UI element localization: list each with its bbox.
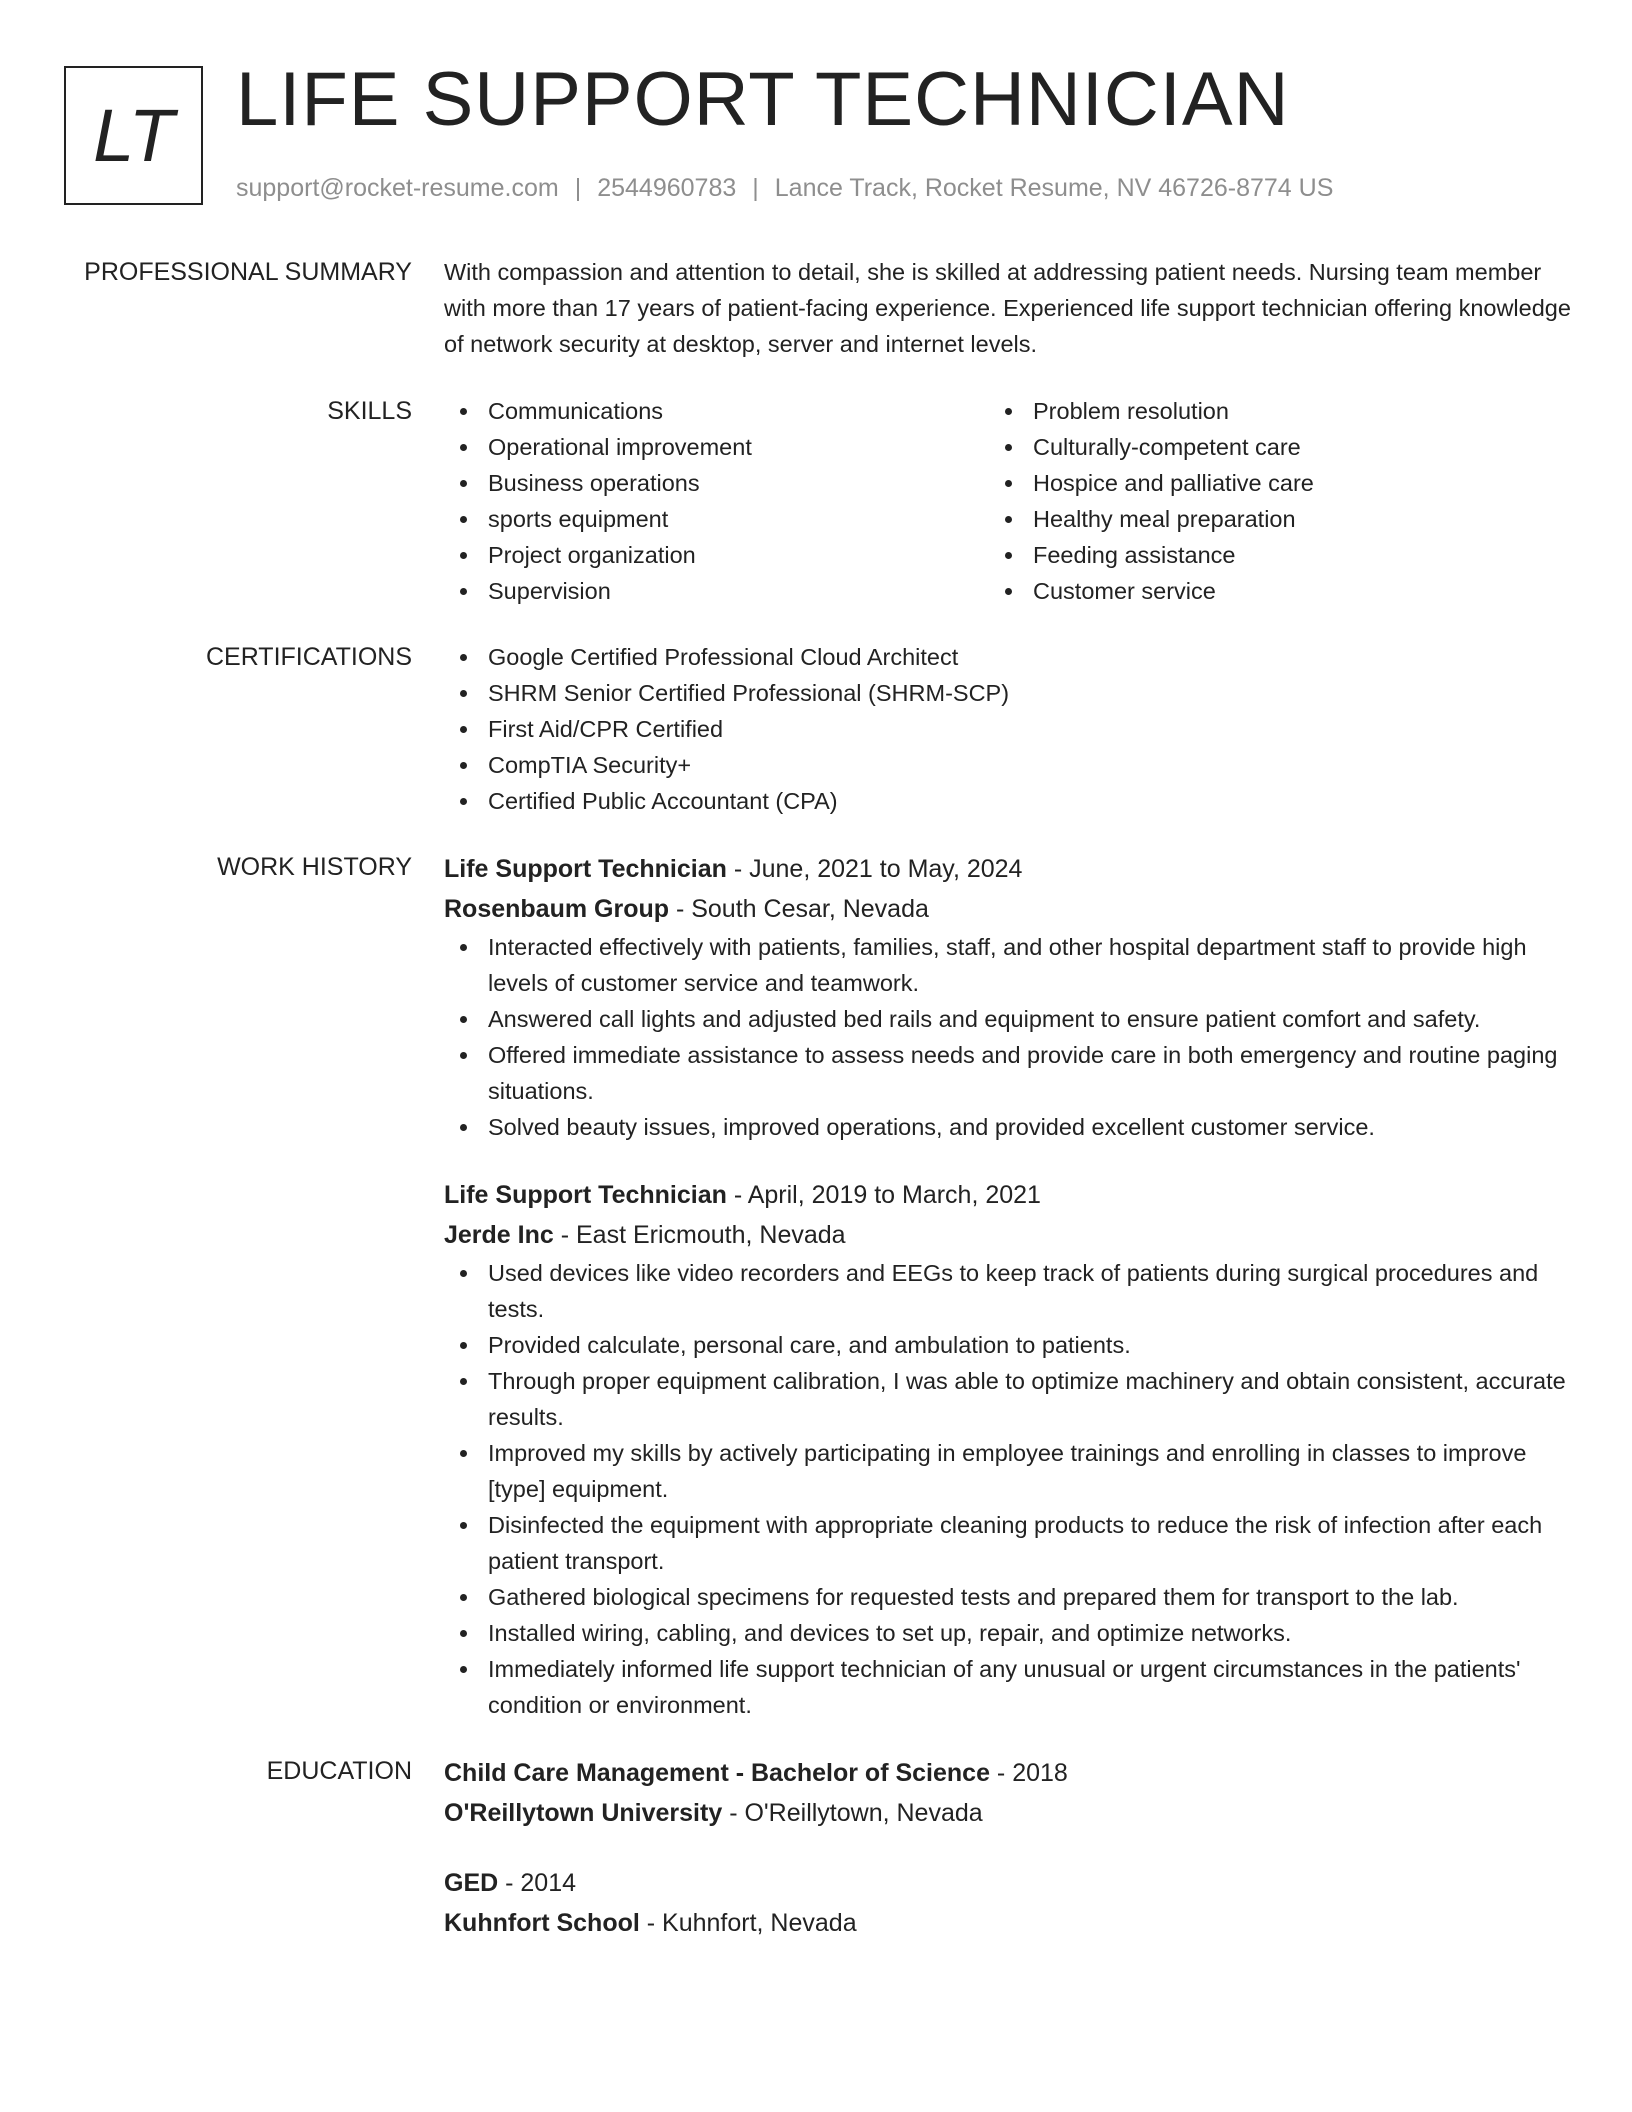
- job-title: Life Support Technician: [444, 1181, 727, 1209]
- education-school-line: [444, 1793, 1574, 1833]
- contact-address: Lance Track, Rocket Resume, NV 46726-8774 US: [774, 174, 1334, 202]
- contact-separator: |: [574, 174, 582, 202]
- job-dates: - April, 2019 to March, 2021: [726, 1181, 1041, 1209]
- work-history-section: [0, 849, 1632, 1723]
- job-dates: - June, 2021 to May, 2024: [726, 855, 1023, 883]
- skills-column-left: [444, 393, 989, 609]
- job-duty: Improved my skills by actively participating in employee trainings and enrolling in classes to improve [type] equipment.: [444, 1435, 1574, 1507]
- job-duty: Interacted effectively with patients, families, staff, and other hospital department staff to provide high levels of customer service and teamwork.: [444, 929, 1574, 1001]
- section-label-education: EDUCATION: [266, 1757, 412, 1785]
- section-label-summary: PROFESSIONAL SUMMARY: [84, 258, 412, 286]
- job-entry: [444, 1175, 1574, 1723]
- skill-item: sports equipment: [444, 501, 989, 537]
- certifications-list: [444, 639, 1574, 819]
- education-section: [0, 1753, 1632, 1943]
- job-company-line: [444, 889, 1574, 929]
- education-degree: Child Care Management - Bachelor of Science: [444, 1759, 990, 1787]
- certifications-body: [444, 639, 1574, 819]
- job-duty: Immediately informed life support technician of any unusual or urgent circumstances in the patients' condition or environment.: [444, 1651, 1574, 1723]
- certifications-section: [0, 639, 1632, 819]
- education-school: O'Reillytown University: [444, 1799, 723, 1827]
- skill-item: Business operations: [444, 465, 989, 501]
- job-company: Rosenbaum Group: [444, 895, 670, 923]
- section-label-skills: SKILLS: [327, 397, 412, 425]
- skill-item: Healthy meal preparation: [989, 501, 1534, 537]
- contact-line: [236, 174, 1333, 203]
- job-duty: Disinfected the equipment with appropriate cleaning products to reduce the risk of infection after each patient transport.: [444, 1507, 1574, 1579]
- job-title-line: [444, 1175, 1574, 1215]
- education-entry: [444, 1753, 1574, 1833]
- job-duty: Answered call lights and adjusted bed rails and equipment to ensure patient comfort and safety.: [444, 1001, 1574, 1037]
- contact-email[interactable]: support@rocket-resume.com: [236, 174, 559, 202]
- job-entry: [444, 849, 1574, 1145]
- education-location: - Kuhnfort, Nevada: [639, 1909, 857, 1937]
- skills-body: [444, 393, 1574, 609]
- education-entry: [444, 1863, 1574, 1943]
- contact-separator: |: [752, 174, 759, 202]
- section-label-certifications: CERTIFICATIONS: [205, 643, 412, 671]
- monogram-box: LT: [64, 66, 203, 205]
- candidate-title: LIFE SUPPORT TECHNICIAN: [236, 57, 1290, 142]
- job-duty: Offered immediate assistance to assess needs and provide care in both emergency and routine paging situations.: [444, 1037, 1574, 1109]
- job-title-line: [444, 849, 1574, 889]
- skills-column-right: [989, 393, 1534, 609]
- skill-item: Customer service: [989, 573, 1534, 609]
- skill-item: Feeding assistance: [989, 537, 1534, 573]
- job-duty: Provided calculate, personal care, and ambulation to patients.: [444, 1327, 1574, 1363]
- job-title: Life Support Technician: [444, 855, 727, 883]
- education-degree-line: [444, 1753, 1574, 1793]
- skill-item: Supervision: [444, 573, 989, 609]
- contact-phone[interactable]: 2544960783: [597, 174, 737, 202]
- education-body: [444, 1753, 1574, 1943]
- education-degree: GED: [444, 1869, 499, 1897]
- certification-item: First Aid/CPR Certified: [444, 711, 1574, 747]
- certification-item: CompTIA Security+: [444, 747, 1574, 783]
- education-location: - O'Reillytown, Nevada: [722, 1799, 983, 1827]
- certification-item: Google Certified Professional Cloud Architect: [444, 639, 1574, 675]
- skill-item: Communications: [444, 393, 989, 429]
- job-duty: Solved beauty issues, improved operations, and provided excellent customer service.: [444, 1109, 1574, 1145]
- education-year: - 2018: [989, 1759, 1068, 1787]
- skill-item: Hospice and palliative care: [989, 465, 1534, 501]
- skill-item: Culturally-competent care: [989, 429, 1534, 465]
- section-label-work-history: WORK HISTORY: [217, 853, 412, 881]
- job-location: - East Ericmouth, Nevada: [553, 1221, 846, 1249]
- skill-item: Operational improvement: [444, 429, 989, 465]
- education-year: - 2014: [498, 1869, 577, 1897]
- work-history-body: [444, 849, 1574, 1723]
- job-duty: Installed wiring, cabling, and devices to set up, repair, and optimize networks.: [444, 1615, 1574, 1651]
- skill-item: Project organization: [444, 537, 989, 573]
- job-duty: Through proper equipment calibration, I was able to optimize machinery and obtain consistent, accurate results.: [444, 1363, 1574, 1435]
- skill-item: Problem resolution: [989, 393, 1534, 429]
- job-duty: Gathered biological specimens for requested tests and prepared them for transport to the lab.: [444, 1579, 1574, 1615]
- job-company-line: [444, 1215, 1574, 1255]
- job-location: - South Cesar, Nevada: [669, 895, 929, 923]
- job-company: Jerde Inc: [444, 1221, 554, 1249]
- summary-body: [444, 254, 1574, 362]
- job-duty: Used devices like video recorders and EEGs to keep track of patients during surgical procedures and tests.: [444, 1255, 1574, 1327]
- certification-item: Certified Public Accountant (CPA): [444, 783, 1574, 819]
- job-duties-list: [444, 929, 1574, 1145]
- education-degree-line: [444, 1863, 1574, 1903]
- education-school: Kuhnfort School: [444, 1909, 640, 1937]
- summary-text: With compassion and attention to detail, she is skilled at addressing patient needs. Nursing team member with more than 17 years of patient-facing experience. Experienced life support technician offering knowledge of network security at desktop, server and internet levels.: [444, 259, 1571, 357]
- certification-item: SHRM Senior Certified Professional (SHRM-SCP): [444, 675, 1574, 711]
- resume-header: [0, 0, 1632, 240]
- education-school-line: [444, 1903, 1574, 1943]
- skills-section: [0, 393, 1632, 609]
- summary-section: [0, 254, 1632, 362]
- job-duties-list: [444, 1255, 1574, 1723]
